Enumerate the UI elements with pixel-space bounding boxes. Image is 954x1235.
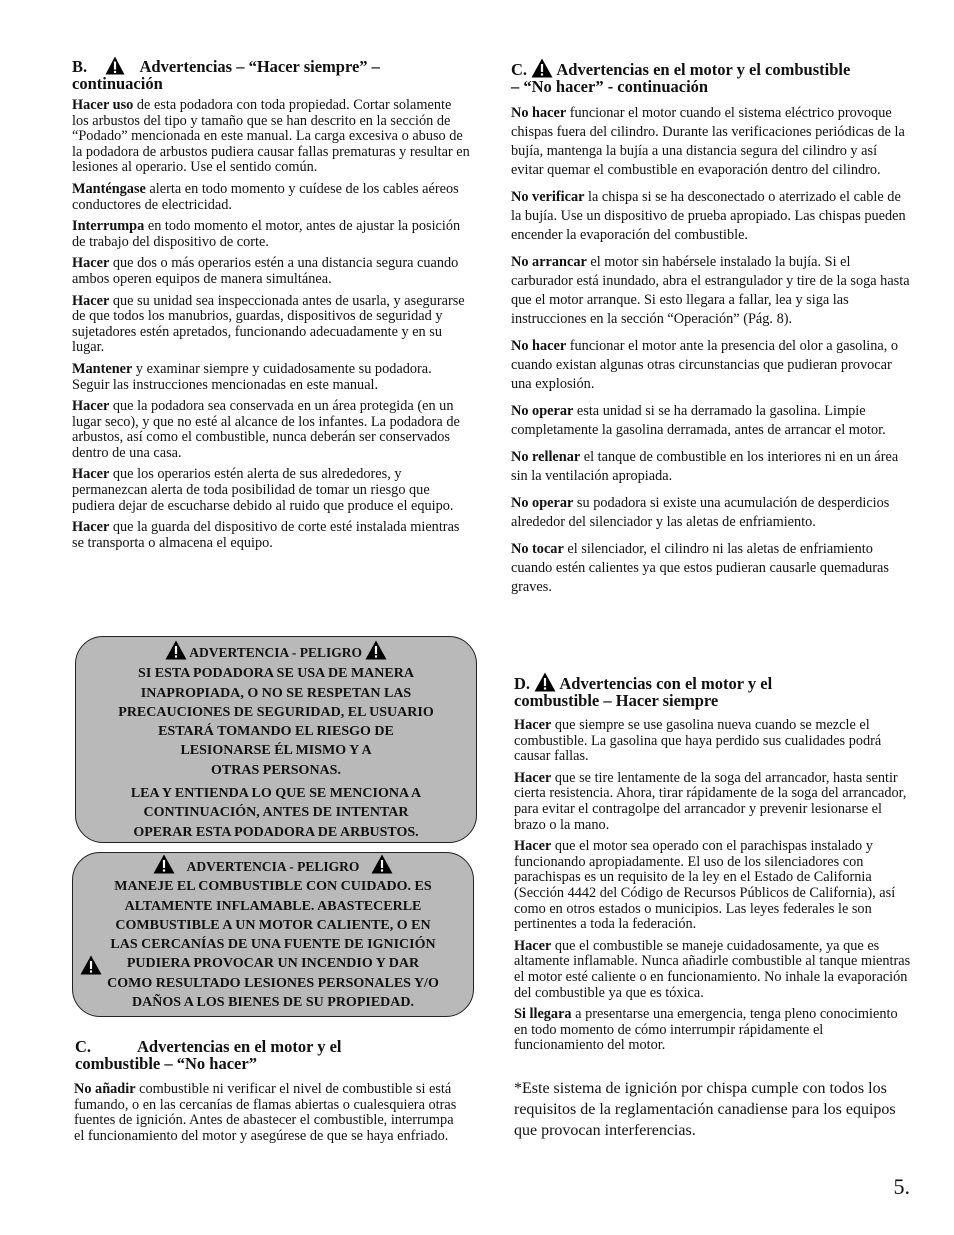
warning-triangle-icon (80, 955, 102, 975)
paragraph-text: que dos o más operarios estén a una distancia segura cuando ambos operen equipos de manera simultánea. (72, 255, 459, 287)
warning-triangle-icon (105, 56, 125, 75)
section-c-title (75, 1038, 473, 1072)
paragraph-text: su podadora si existe una acumulación de desperdicios alrededor del silenciador y las aletas de enfriamiento. (511, 495, 890, 530)
warning-line: ALTAMENTE INFLAMABLE. ABASTECERLE (124, 898, 422, 914)
paragraph-text: que siempre se use gasolina nueva cuando se mezcle el combustible. La gasolina que haya perdido sus cualidades podrá causar fallas. (514, 717, 882, 765)
paragraph-lead: No operar (511, 495, 574, 511)
warning-line: ESTARÁ TOMANDO EL RIESGO DE (158, 724, 394, 740)
paragraph-text: el silenciador, el cilindro ni las aletas de enfriamiento cuando estén calientes ya que estos pudieran causarle quemaduras graves. (511, 541, 889, 595)
paragraph-lead: Manténgase (72, 180, 146, 197)
paragraph-text: que el combustible se maneje cuidadosamente, ya que es altamente inflamable. Nunca añadirle combustible al tanque mientras el motor esté caliente o en funcionamiento. No inhale la evaporación del combustible ya que es tóxica. (514, 937, 911, 1001)
section-c-title-line1: Advertencias en el motor y el (137, 1037, 342, 1056)
paragraph-lead: No rellenar (511, 449, 581, 465)
paragraph-lead: Hacer (72, 255, 110, 272)
warning-line: SI ESTA PODADORA SE USA DE MANERA (138, 666, 414, 682)
paragraph (511, 448, 911, 486)
paragraph-text: que su unidad sea inspeccionada antes de usarla, y asegurarse de que todos los manubrios, guardas, dispositivos de seguridad y sujetadores estén apretados, funcionando adecuadamente y en su lugar. (72, 292, 465, 356)
section-c-title-line1: Advertencias en el motor y el combustible (556, 60, 851, 79)
paragraph (72, 399, 470, 461)
paragraph-text: el tanque de combustible en los interiores ni en un área sin la ventilación apropiada. (511, 449, 899, 484)
warning-box-text (73, 877, 473, 1012)
paragraph (72, 98, 470, 176)
warning-line: OPERAR ESTA PODADORA DE ARBUSTOS. (133, 824, 419, 840)
warning-line: LAS CERCANÍAS DE UNA FUENTE DE IGNICIÓN (110, 937, 436, 953)
warning-box-instruction (76, 784, 476, 842)
warning-box-header (73, 854, 473, 876)
paragraph-text: que los operarios estén alerta de sus alrededores, y permanezcan alerta de toda posibilidad de tomar un riesgo que pudiera dejar de escucharse debido al ruido que produce el equipo. (72, 466, 454, 514)
paragraph-text: funcionar el motor cuando el sistema eléctrico provoque chispas fuera del cilindro. Durante las verificaciones periódicas de la bujía, mantenga la bujía a una distancia segura del cilindro y así evitar quemar el combustible en evaporación dentro del cilindro. (511, 105, 905, 178)
section-b-letter: B. (72, 57, 88, 76)
section-c-letter: C. (511, 60, 528, 79)
paragraph (72, 219, 470, 250)
paragraph (72, 256, 470, 287)
paragraph (511, 337, 911, 394)
section-b-title-text: Advertencias – “Hacer siempre” – continuación (72, 57, 380, 93)
paragraph (511, 540, 911, 597)
warning-box-header (76, 640, 476, 662)
paragraph (514, 939, 912, 1001)
paragraph-text: que se tire lentamente de la soga del arrancador, hasta sentir cierta resistencia. Ahora, tirar rápidamente de la soga del arrancador, para evitar el contragolpe del arrancador y prevenir lesionarse el brazo o la mano. (514, 769, 907, 833)
paragraph-text: y examinar siempre y cuidadosamente su podadora. Seguir las instrucciones mencionadas en este manual. (72, 360, 432, 393)
paragraph (514, 718, 912, 765)
warning-line: COMBUSTIBLE A UN MOTOR CALIENTE, O EN (115, 917, 431, 933)
warning-triangle-icon (153, 854, 175, 874)
warning-line: MANEJE EL COMBUSTIBLE CON CUIDADO. ES (114, 879, 432, 895)
paragraph-lead: No verificar (511, 189, 585, 205)
section-c-continued-body (511, 104, 911, 605)
paragraph (511, 494, 911, 532)
paragraph (514, 839, 912, 933)
warning-line: INAPROPIADA, O NO SE RESPETAN LAS (140, 685, 412, 701)
paragraph (514, 771, 912, 833)
paragraph (511, 104, 911, 180)
section-d-letter: D. (514, 674, 531, 693)
paragraph-lead: No tocar (511, 541, 564, 557)
paragraph (511, 188, 911, 245)
paragraph-text: a presentarse una emergencia, tenga pleno conocimiento en todo momento de cómo interrumpir rápidamente el funcionamiento del motor. (514, 1006, 898, 1054)
section-d-title-line2: combustible – Hacer siempre (514, 691, 719, 710)
paragraph-lead: Hacer (72, 292, 110, 309)
section-c-title-line2: combustible – “No hacer” (75, 1054, 257, 1073)
paragraph-lead: No hacer (511, 105, 567, 121)
paragraph-lead: Hacer (514, 717, 552, 733)
paragraph-lead: No operar (511, 403, 574, 419)
warning-line: DAÑOS A LOS BIENES DE SU PROPIEDAD. (131, 995, 414, 1011)
paragraph-text: que el motor sea operado con el parachispas instalado y funcionando apropiadamente. El uso de los silenciadores con parachispas es un requisito de la ley en el Estado de California (Sección 4442 del Código de Recursos Públicos de California), así como en otros estados o municipios. Las leyes federales le son pertinentes a toda la federación. (514, 838, 896, 933)
warning-triangle-icon (531, 58, 553, 78)
section-c-continued-title (511, 58, 911, 95)
section-b-body (72, 98, 470, 557)
paragraph-lead: Hacer (514, 937, 552, 954)
warning-box-misuse (75, 636, 477, 843)
section-d-title (514, 672, 914, 709)
page-number: 5. (893, 1174, 910, 1199)
paragraph-text: en todo momento el motor, antes de ajustar la posición de trabajo del dispositivo de corte. (72, 218, 461, 250)
paragraph (72, 182, 470, 213)
paragraph-text: que la guarda del dispositivo de corte esté instalada mientras se transporta o almacena el equipo. (72, 519, 460, 551)
paragraph-lead: Hacer (514, 769, 552, 786)
paragraph (72, 520, 470, 551)
warning-line: PUDIERA PROVOCAR UN INCENDIO Y DAR (126, 956, 420, 972)
paragraph-lead: Hacer (72, 398, 110, 415)
section-c-letter: C. (75, 1037, 92, 1056)
paragraph-lead: No arrancar (511, 254, 587, 270)
paragraph-lead: Hacer (514, 838, 552, 855)
paragraph-text: que la podadora sea conservada en un área protegida (en un lugar seco), y que no esté al alcance de los infantes. La podadora de arbustos, así como el combustible, nunca deberán ser conservados dentro de una casa. (72, 398, 460, 461)
section-c-paragraph (74, 1082, 466, 1144)
paragraph-lead: Hacer (72, 519, 110, 536)
warning-line: OTRAS PERSONAS. (211, 762, 341, 778)
paragraph-lead: Hacer uso (72, 97, 134, 113)
section-b-title (72, 56, 470, 92)
paragraph-text: el motor sin habérsele instalado la bujía. Si el carburador está inundado, abra el estrangulador y tire de la soga hasta que el motor arranque. Si esto llegara a fallar, lea y siga las instrucciones en la sección “Operación” (Pág. 8). (511, 254, 910, 327)
paragraph-lead: No añadir (74, 1081, 136, 1097)
paragraph (72, 467, 470, 514)
warning-triangle-icon (534, 672, 556, 692)
paragraph (72, 294, 470, 356)
warning-box-header-text: ADVERTENCIA - PELIGRO (189, 645, 363, 660)
warning-triangle-icon (165, 640, 187, 660)
paragraph-lead: Mantener (72, 360, 133, 377)
paragraph (511, 402, 911, 440)
paragraph-text: combustible ni verificar el nivel de combustible si está fumando, o en las cercanías de flamas abiertas o cualesquiera otras fuentes de ignición. Antes de abastecer el combustible, interrumpa el funcionamiento del motor y asegúrese de que se haya enfriado. (74, 1081, 457, 1144)
paragraph-lead: Hacer (72, 466, 110, 483)
warning-line: CONTINUACIÓN, ANTES DE INTENTAR (143, 805, 409, 821)
section-c-title-line2: – “No hacer” - continuación (511, 77, 709, 96)
warning-triangle-icon (365, 640, 387, 660)
section-d-title-line1: Advertencias con el motor y el (559, 674, 773, 693)
warning-line: COMO RESULTADO LESIONES PERSONALES Y/O (107, 975, 439, 991)
paragraph-text: alerta en todo momento y cuídese de los cables aéreos conductores de electricidad. (72, 180, 459, 213)
paragraph-lead: Si llegara (514, 1006, 572, 1023)
paragraph-text: esta unidad si se ha derramado la gasolina. Limpie completamente la gasolina derramada, antes de arrancar el motor. (511, 403, 886, 438)
warning-box-fuel (72, 852, 474, 1017)
paragraph (511, 253, 911, 329)
warning-box-text (76, 664, 476, 780)
warning-box-header-text: ADVERTENCIA - PELIGRO (186, 859, 360, 874)
paragraph (514, 1007, 912, 1054)
warning-line: LESIONARSE ÉL MISMO Y A (180, 743, 372, 759)
warning-line: PRECAUCIONES DE SEGURIDAD, EL USUARIO (118, 704, 434, 720)
paragraph (72, 362, 470, 393)
section-d-body (514, 718, 912, 1060)
paragraph-text: la chispa si se ha desconectado o aterrizado el cable de la bujía. Use un dispositivo de prueba apropiado. Las chispas pueden encender la evaporación del combustible. (511, 189, 906, 243)
paragraph-text: de esta podadora con toda propiedad. Cortar solamente los arbustos del tipo y tamaño que se han descrito en la sección de “Podado” mencionada en este manual. La carga excesiva o abuso de la podadora de arbustos pudiera causar fallas prematuras y resultar en lesiones al operario. Use el sentido común. (72, 97, 470, 176)
warning-triangle-icon (371, 854, 393, 874)
warning-line: LEA Y ENTIENDA LO QUE SE MENCIONA A (130, 786, 422, 802)
paragraph-lead: No hacer (511, 338, 567, 354)
paragraph-text: funcionar el motor ante la presencia del olor a gasolina, o cuando existan algunas otras circunstancias que pudieran provocar una explosión. (511, 338, 899, 392)
footnote: *Este sistema de ignición por chispa cumple con todos los requisitos de la reglamentación canadiense para los equipos que provocan interferencias. (514, 1080, 896, 1139)
paragraph-lead: Interrumpa (72, 218, 145, 235)
